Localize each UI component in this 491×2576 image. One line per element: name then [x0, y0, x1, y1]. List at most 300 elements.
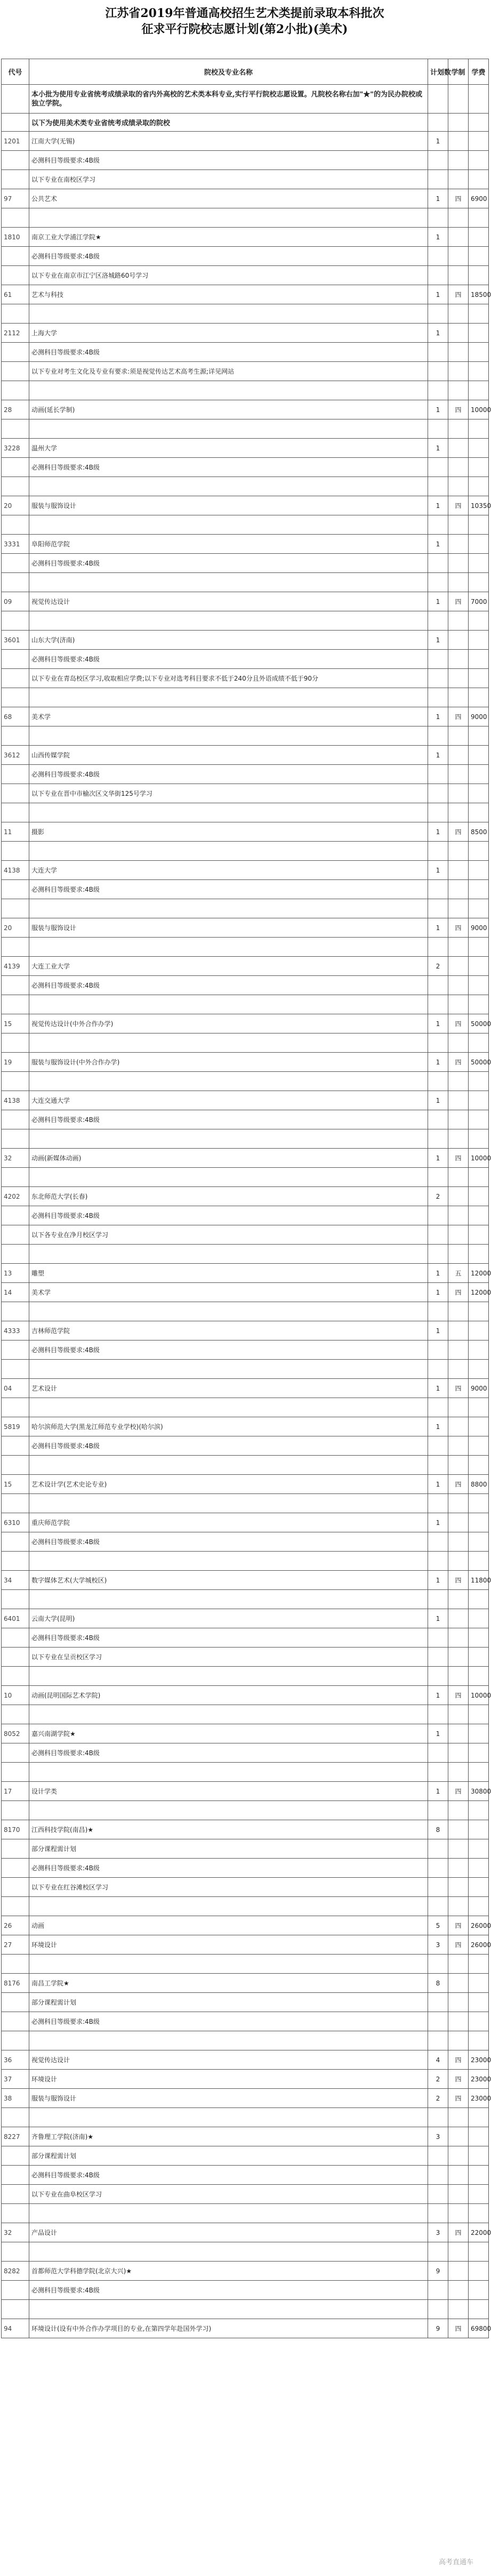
row-plan — [428, 611, 448, 631]
table-row — [2, 2127, 489, 2146]
row-name — [29, 1955, 428, 1974]
row-plan — [428, 1897, 448, 1916]
row-length — [448, 1552, 469, 1571]
row-code: 4333 — [2, 1321, 29, 1341]
row-name — [29, 1494, 428, 1513]
row-name — [29, 2108, 428, 2127]
table-row — [2, 1302, 489, 1321]
row-plan — [428, 515, 448, 535]
row-plan — [428, 1763, 448, 1782]
row-fee: 9000 — [469, 918, 489, 938]
table-row — [2, 1782, 489, 1801]
row-fee — [469, 1245, 489, 1264]
row-code: 14 — [2, 1283, 29, 1302]
row-name: 数字媒体艺术(大学城校区) — [29, 1571, 428, 1590]
row-fee: 18500 — [469, 285, 489, 304]
row-plan — [428, 1245, 448, 1264]
row-length — [448, 2166, 469, 2185]
row-plan — [428, 1360, 448, 1379]
table-row — [2, 688, 489, 707]
row-length: 四 — [448, 1149, 469, 1168]
row-code: 4138 — [2, 1091, 29, 1110]
row-code: 4138 — [2, 861, 29, 880]
table-row — [2, 535, 489, 554]
row-fee — [469, 1820, 489, 1839]
row-name — [29, 1801, 428, 1820]
row-length: 四 — [448, 707, 469, 726]
row-code — [2, 1532, 29, 1552]
row-code: 26 — [2, 1916, 29, 1935]
table-row — [2, 2223, 489, 2242]
row-code — [2, 1667, 29, 1686]
row-fee — [469, 1667, 489, 1686]
row-length — [448, 1532, 469, 1552]
row-code — [2, 899, 29, 918]
row-length — [448, 2012, 469, 2031]
row-code — [2, 573, 29, 592]
row-name — [29, 842, 428, 861]
section-row — [2, 114, 489, 132]
row-code: 32 — [2, 1149, 29, 1168]
row-fee — [469, 2185, 489, 2204]
row-length — [448, 2185, 469, 2204]
row-plan — [428, 2185, 448, 2204]
row-length — [448, 2281, 469, 2300]
row-code — [2, 688, 29, 707]
row-plan: 1 — [428, 1264, 448, 1283]
row-name: 以下专业在红谷滩校区学习 — [29, 1878, 428, 1897]
row-length: 四 — [448, 2319, 469, 2338]
row-plan: 1 — [428, 1475, 448, 1494]
row-name: 山西传媒学院 — [29, 746, 428, 765]
row-fee — [469, 1168, 489, 1187]
row-length — [448, 535, 469, 554]
row-code: 3228 — [2, 439, 29, 458]
row-name: 产品设计 — [29, 2223, 428, 2242]
row-plan — [428, 784, 448, 803]
row-length — [448, 1839, 469, 1859]
table-row — [2, 381, 489, 400]
row-plan — [428, 1494, 448, 1513]
row-length — [448, 688, 469, 707]
row-code — [2, 1552, 29, 1571]
row-plan: 1 — [428, 324, 448, 343]
row-code — [2, 803, 29, 822]
row-length — [448, 1129, 469, 1149]
row-fee — [469, 650, 489, 669]
table-row — [2, 362, 489, 381]
row-fee — [469, 1072, 489, 1091]
row-name: 阜阳师范学院 — [29, 535, 428, 554]
row-fee — [469, 1091, 489, 1110]
row-code — [2, 2146, 29, 2166]
row-plan — [428, 1801, 448, 1820]
row-length: 四 — [448, 285, 469, 304]
row-plan: 1 — [428, 1379, 448, 1398]
row-fee — [469, 1436, 489, 1456]
row-length — [448, 1667, 469, 1686]
row-fee — [469, 899, 489, 918]
row-fee — [469, 1878, 489, 1897]
table-header-row — [2, 59, 489, 85]
table-row — [2, 2281, 489, 2300]
row-plan: 3 — [428, 1935, 448, 1955]
row-fee — [469, 573, 489, 592]
row-fee — [469, 554, 489, 573]
table-row — [2, 1033, 489, 1053]
row-length — [448, 1801, 469, 1820]
row-name: 动画(新媒体动画) — [29, 1149, 428, 1168]
row-plan — [428, 899, 448, 918]
row-fee — [469, 1705, 489, 1724]
row-name: 视觉传达设计 — [29, 592, 428, 611]
row-length — [448, 1245, 469, 1264]
row-plan — [428, 1628, 448, 1648]
row-code: 20 — [2, 496, 29, 515]
row-code: 38 — [2, 2089, 29, 2108]
row-fee — [469, 1341, 489, 1360]
row-code: 4139 — [2, 957, 29, 976]
row-name: 南昌工学院★ — [29, 1974, 428, 1993]
table-row — [2, 1955, 489, 1974]
row-length — [448, 2108, 469, 2127]
row-length: 四 — [448, 1379, 469, 1398]
row-length: 四 — [448, 918, 469, 938]
row-length — [448, 1590, 469, 1609]
row-code: 8282 — [2, 2262, 29, 2281]
row-code: 04 — [2, 1379, 29, 1398]
row-length — [448, 1436, 469, 1456]
row-name — [29, 2204, 428, 2223]
row-length: 四 — [448, 2050, 469, 2070]
row-code: 27 — [2, 1935, 29, 1955]
table-row — [2, 1475, 489, 1494]
row-length — [448, 573, 469, 592]
row-plan — [428, 304, 448, 324]
row-code — [2, 1878, 29, 1897]
row-plan — [428, 1993, 448, 2012]
row-fee — [469, 1494, 489, 1513]
row-length — [448, 938, 469, 957]
table-row — [2, 1072, 489, 1091]
table-row — [2, 1417, 489, 1436]
row-name — [29, 899, 428, 918]
table-row — [2, 1014, 489, 1033]
row-code: 6310 — [2, 1513, 29, 1532]
table-row — [2, 1129, 489, 1149]
row-length: 四 — [448, 2070, 469, 2089]
note-cell-plan — [428, 85, 448, 114]
row-code — [2, 2300, 29, 2319]
table-row — [2, 170, 489, 189]
row-plan: 1 — [428, 1609, 448, 1628]
table-row — [2, 2050, 489, 2070]
plan-table — [1, 59, 489, 2338]
table-row — [2, 458, 489, 477]
row-length — [448, 324, 469, 343]
table-row — [2, 1686, 489, 1705]
row-plan — [428, 1168, 448, 1187]
row-fee — [469, 1225, 489, 1245]
row-code — [2, 2242, 29, 2262]
row-code — [2, 343, 29, 362]
row-length — [448, 1609, 469, 1628]
row-name — [29, 938, 428, 957]
row-plan — [428, 1225, 448, 1245]
row-fee: 8800 — [469, 1475, 489, 1494]
row-code — [2, 1648, 29, 1667]
section-cell-fee — [469, 114, 489, 132]
row-plan — [428, 1341, 448, 1360]
table-row — [2, 1456, 489, 1475]
row-fee: 30800 — [469, 1782, 489, 1801]
row-name: 环境设计 — [29, 1935, 428, 1955]
row-fee — [469, 1206, 489, 1225]
note-cell-code — [2, 85, 29, 114]
table-row — [2, 726, 489, 746]
row-name: 必测科目等级要求:4B级 — [29, 1206, 428, 1225]
row-fee — [469, 1993, 489, 2012]
row-code: 09 — [2, 592, 29, 611]
row-length — [448, 842, 469, 861]
row-name: 齐鲁理工学院(济南)★ — [29, 2127, 428, 2146]
row-plan — [428, 938, 448, 957]
row-length — [448, 1225, 469, 1245]
row-plan — [428, 477, 448, 496]
row-plan — [428, 1590, 448, 1609]
table-row — [2, 2262, 489, 2281]
row-plan: 1 — [428, 285, 448, 304]
row-name: 必测科目等级要求:4B级 — [29, 554, 428, 573]
row-code: 20 — [2, 918, 29, 938]
row-name — [29, 208, 428, 228]
row-fee — [469, 1590, 489, 1609]
row-code — [2, 1110, 29, 1129]
table-row — [2, 1859, 489, 1878]
table-row — [2, 1341, 489, 1360]
row-code — [2, 1302, 29, 1321]
row-fee: 26000 — [469, 1935, 489, 1955]
row-plan — [428, 2281, 448, 2300]
row-name: 必测科目等级要求:4B级 — [29, 151, 428, 170]
table-row — [2, 1321, 489, 1341]
row-plan: 9 — [428, 2319, 448, 2338]
table-row — [2, 439, 489, 458]
row-length — [448, 515, 469, 535]
row-plan: 1 — [428, 535, 448, 554]
row-name — [29, 419, 428, 439]
row-fee: 50000 — [469, 1053, 489, 1072]
table-row — [2, 707, 489, 726]
row-fee — [469, 1398, 489, 1417]
table-row — [2, 2204, 489, 2223]
row-name: 江西科技学院(南昌)★ — [29, 1820, 428, 1839]
row-fee: 8500 — [469, 822, 489, 842]
row-fee: 10000 — [469, 400, 489, 419]
table-row — [2, 1532, 489, 1552]
row-length — [448, 1705, 469, 1724]
table-row — [2, 1724, 489, 1743]
row-name: 艺术设计 — [29, 1379, 428, 1398]
row-plan: 8 — [428, 1820, 448, 1839]
row-fee — [469, 1955, 489, 1974]
row-length — [448, 957, 469, 976]
row-code — [2, 2108, 29, 2127]
row-fee — [469, 381, 489, 400]
row-name: 以下各专业在净月校区学习 — [29, 1225, 428, 1245]
row-plan — [428, 2146, 448, 2166]
table-row — [2, 2242, 489, 2262]
row-fee — [469, 861, 489, 880]
row-code — [2, 1628, 29, 1648]
row-fee — [469, 2127, 489, 2146]
row-fee — [469, 976, 489, 995]
note-cell-length — [448, 85, 469, 114]
row-length: 四 — [448, 189, 469, 208]
row-code — [2, 726, 29, 746]
row-code — [2, 765, 29, 784]
table-row — [2, 477, 489, 496]
row-length — [448, 669, 469, 688]
table-row — [2, 1053, 489, 1072]
row-name — [29, 1897, 428, 1916]
row-plan — [428, 1206, 448, 1225]
table-row — [2, 2012, 489, 2031]
table-body — [2, 85, 489, 2338]
row-plan: 1 — [428, 1782, 448, 1801]
row-fee — [469, 535, 489, 554]
row-plan — [428, 2031, 448, 2050]
row-length — [448, 631, 469, 650]
row-name: 必测科目等级要求:4B级 — [29, 458, 428, 477]
row-plan — [428, 1955, 448, 1974]
row-length — [448, 1360, 469, 1379]
row-fee: 69800 — [469, 2319, 489, 2338]
row-length — [448, 1724, 469, 1743]
row-plan — [428, 976, 448, 995]
row-fee: 26000 — [469, 1916, 489, 1935]
row-plan — [428, 170, 448, 189]
row-name: 视觉传达设计 — [29, 2050, 428, 2070]
row-name — [29, 1129, 428, 1149]
row-code — [2, 1129, 29, 1149]
row-plan: 1 — [428, 1149, 448, 1168]
title-line-2: 征求平行院校志愿计划(第2小批)(美术) — [141, 22, 348, 36]
row-fee: 9000 — [469, 1379, 489, 1398]
row-fee: 22000 — [469, 2223, 489, 2242]
row-code: 36 — [2, 2050, 29, 2070]
row-name — [29, 1168, 428, 1187]
row-length — [448, 746, 469, 765]
row-name — [29, 1398, 428, 1417]
row-name — [29, 1360, 428, 1379]
row-length — [448, 2300, 469, 2319]
row-code — [2, 2185, 29, 2204]
table-row — [2, 1974, 489, 1993]
row-code: 11 — [2, 822, 29, 842]
row-fee — [469, 132, 489, 151]
table-row — [2, 285, 489, 304]
row-length — [448, 803, 469, 822]
table-row — [2, 208, 489, 228]
row-plan — [428, 458, 448, 477]
row-plan — [428, 1398, 448, 1417]
row-name — [29, 304, 428, 324]
row-plan — [428, 669, 448, 688]
row-length — [448, 208, 469, 228]
row-code — [2, 515, 29, 535]
row-fee — [469, 2204, 489, 2223]
row-plan — [428, 2242, 448, 2262]
row-fee — [469, 842, 489, 861]
row-name — [29, 1302, 428, 1321]
row-plan — [428, 554, 448, 573]
table-row — [2, 1187, 489, 1206]
row-name: 必测科目等级要求:4B级 — [29, 2166, 428, 2185]
table-row — [2, 2108, 489, 2127]
row-fee — [469, 784, 489, 803]
row-fee — [469, 746, 489, 765]
row-code: 15 — [2, 1014, 29, 1033]
row-code: 8052 — [2, 1724, 29, 1743]
row-plan — [428, 880, 448, 899]
row-code — [2, 477, 29, 496]
row-name: 云南大学(昆明) — [29, 1609, 428, 1628]
row-fee — [469, 631, 489, 650]
row-plan — [428, 1552, 448, 1571]
row-plan: 1 — [428, 1091, 448, 1110]
row-fee — [469, 1129, 489, 1149]
row-fee — [469, 458, 489, 477]
row-name: 大连交通大学 — [29, 1091, 428, 1110]
row-code: 13 — [2, 1264, 29, 1283]
row-code — [2, 381, 29, 400]
row-length — [448, 266, 469, 285]
table-row — [2, 554, 489, 573]
row-code — [2, 1360, 29, 1379]
table-row — [2, 1839, 489, 1859]
row-fee — [469, 880, 489, 899]
row-name: 大连工业大学 — [29, 957, 428, 976]
row-code: 1201 — [2, 132, 29, 151]
row-plan — [428, 1532, 448, 1552]
row-plan: 1 — [428, 1417, 448, 1436]
row-fee — [469, 1648, 489, 1667]
row-name: 部分课程需计划 — [29, 1993, 428, 2012]
row-plan — [428, 1839, 448, 1859]
row-code — [2, 976, 29, 995]
row-name: 以下专业在青岛校区学习,收取相应学费;以下专业对选考科目要求不低于240分且外语成绩不低于90分 — [29, 669, 428, 688]
row-name: 服装与服饰设计 — [29, 2089, 428, 2108]
row-name: 动画(昆明国际艺术学院) — [29, 1686, 428, 1705]
table-row — [2, 1801, 489, 1820]
row-plan: 1 — [428, 400, 448, 419]
row-code — [2, 247, 29, 266]
row-name — [29, 1456, 428, 1475]
row-name: 上海大学 — [29, 324, 428, 343]
row-fee — [469, 1110, 489, 1129]
row-plan — [428, 765, 448, 784]
row-code — [2, 1245, 29, 1264]
row-plan: 1 — [428, 496, 448, 515]
table-row — [2, 938, 489, 957]
row-fee — [469, 170, 489, 189]
watermark: 高考直通车 — [438, 2558, 473, 2566]
table-row — [2, 861, 489, 880]
row-plan: 2 — [428, 2089, 448, 2108]
row-plan — [428, 573, 448, 592]
row-code — [2, 784, 29, 803]
